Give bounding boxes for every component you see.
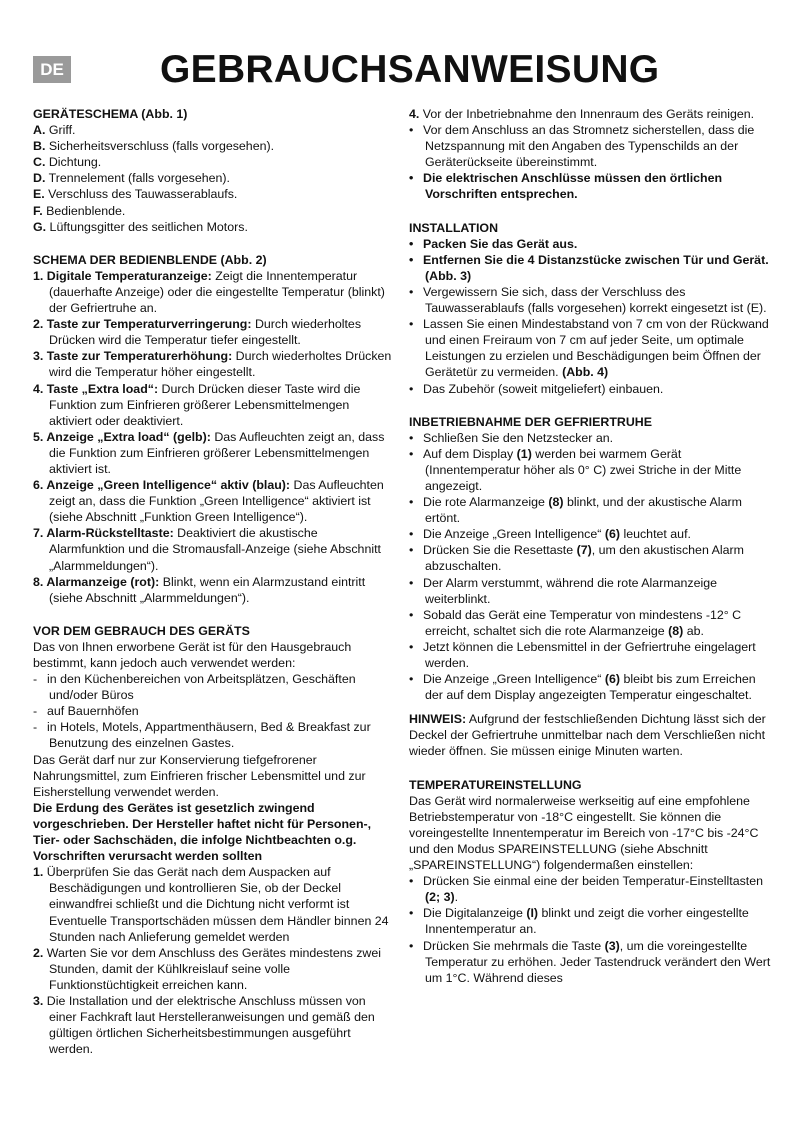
note-paragraph: HINWEIS: Aufgrund der festschließenden Dichtung lässt sich der Deckel der Gefriertruhe unmittelbar nach dem Verschließen nicht wieder öffnen. Sie müssen einige Minuten warten. bbox=[409, 712, 766, 759]
list-item: • Auf dem Display (1) werden bei warmem Gerät (Innentemperatur höher als 0° C) zwei Striche in der Mitte angezeigt. bbox=[409, 446, 742, 493]
vor-gebrauch-intro: Das von Ihnen erworbene Gerät ist für den Hausgebrauch bestimmt, kann jedoch auch verwendet werden: bbox=[33, 639, 352, 670]
list-item: • Packen Sie das Gerät aus. bbox=[409, 236, 578, 251]
list-item: 8. Alarmanzeige (rot): Blinkt, wenn ein Alarmzustand eintritt (siehe Abschnitt „Alarmmeldungen“). bbox=[33, 574, 366, 605]
list-item: E. Verschluss des Tauwasserablaufs. bbox=[33, 187, 238, 202]
list-item: 5. Anzeige „Extra load“ (gelb): Das Aufleuchten zeigt an, dass die Funktion zum Einfrieren größerer Lebensmittelmengen aktiviert ist. bbox=[33, 429, 385, 476]
vor-gebrauch-paragraph: Das Gerät darf nur zur Konservierung tiefgefrorener Nahrungsmittel, zum Einfrieren frischer Lebensmittel und zur Eisherstellung verwendet werden. bbox=[33, 752, 366, 799]
list-item: • Die Anzeige „Green Intelligence“ (6) leuchtet auf. bbox=[409, 527, 691, 542]
section-heading-bedienblende: SCHEMA DER BEDIENBLENDE (Abb. 2) bbox=[33, 252, 267, 267]
temperatur-intro: Das Gerät wird normalerweise werkseitig auf eine empfohlene Betriebstemperatur von -18°C eingestellt. Sie können die voreingestellte Innentemperatur im Bereich von -17°C bis -24°C und den Modus SPAREINSTELLUNG (siehe Abschnitt „SPAREINSTELLUNG“) folgendermaßen einstellen: bbox=[409, 793, 759, 873]
list-item: B. Sicherheitsverschluss (falls vorgesehen). bbox=[33, 139, 275, 154]
list-item: 1. Überprüfen Sie das Gerät nach dem Auspacken auf Beschädigungen und kontrollieren Sie, ob der Deckel einwandfrei schließt und die Dichtung nicht verformt ist Eventuelle Transportschäden müssen dem Händler binnen 24 Stunden nach Anlieferung gemeldet werden bbox=[33, 865, 389, 944]
list-item: • Entfernen Sie die 4 Distanzstücke zwischen Tür und Gerät. (Abb. 3) bbox=[409, 252, 769, 283]
list-item: D. Trennelement (falls vorgesehen). bbox=[33, 171, 230, 186]
language-badge: DE bbox=[33, 56, 71, 83]
list-item: 1. Digitale Temperaturanzeige: Zeigt die Innentemperatur (dauerhafte Anzeige) oder die eingestellte Temperatur (blinkt) der Gefriertruhe an. bbox=[33, 268, 385, 316]
bedienblende-list bbox=[33, 268, 395, 606]
list-item: A. Griff. bbox=[33, 123, 76, 138]
geraeteschema-list bbox=[33, 122, 395, 235]
list-item: F. Bedienblende. bbox=[33, 203, 126, 218]
section-heading-geraeteschema: GERÄTESCHEMA (Abb. 1) bbox=[33, 107, 188, 121]
list-item: • Die rote Alarmanzeige (8) blinkt, und der akustische Alarm ertönt. bbox=[409, 495, 742, 526]
right-column bbox=[409, 106, 775, 986]
list-item: • Die elektrischen Anschlüsse müssen den örtlichen Vorschriften entsprechen. bbox=[409, 171, 723, 202]
section-heading-vor-gebrauch: VOR DEM GEBRAUCH DES GERÄTS bbox=[33, 623, 250, 638]
list-item: 4. Vor der Inbetriebnahme den Innenraum des Geräts reinigen. bbox=[409, 107, 755, 121]
list-item: • Jetzt können die Lebensmittel in der Gefriertruhe eingelagert werden. bbox=[409, 639, 756, 670]
list-item: - in den Küchenbereichen von Arbeitsplätzen, Geschäften und/oder Büros bbox=[33, 672, 356, 703]
list-item: • Der Alarm verstummt, während die rote Alarmanzeige weiterblinkt. bbox=[409, 575, 718, 606]
list-item: 7. Alarm-Rückstelltaste: Deaktiviert die akustische Alarmfunktion und die Stromausfall-Anzeige (siehe Abschnitt „Alarmmeldungen“). bbox=[33, 526, 381, 573]
section-heading-inbetriebnahme: INBETRIEBNAHME DER GEFRIERTRUHE bbox=[409, 414, 653, 429]
list-item: • Lassen Sie einen Mindestabstand von 7 cm von der Rückwand und einen Freiraum von 7 cm auf jeder Seite, um optimale Leistungen zu erzielen und Beschädigungen beim Öffnen der Gerätetür zu vermeiden. (Abb. 4) bbox=[409, 317, 769, 380]
list-item: 2. Warten Sie vor dem Anschluss des Gerätes mindestens zwei Stunden, damit der Kühlkreislauf seine volle Funktionstüchtigkeit erreichen kann. bbox=[33, 945, 382, 992]
list-item: • Die Anzeige „Green Intelligence“ (6) bleibt bis zum Erreichen der auf dem Display angezeigten Temperatur eingeschaltet. bbox=[409, 672, 756, 703]
left-column bbox=[33, 106, 395, 1057]
section-heading-installation: INSTALLATION bbox=[409, 220, 499, 235]
list-item: • Sobald das Gerät eine Temperatur von mindestens -12° C erreicht, schaltet sich die rote Alarmanzeige (8) ab. bbox=[409, 607, 742, 638]
list-item: - auf Bauernhöfen bbox=[33, 704, 139, 719]
list-item: 4. Taste „Extra load“: Durch Drücken dieser Taste wird die Funktion zum Einfrieren größerer Lebensmittelmengen aktiviert oder deaktiviert. bbox=[33, 381, 361, 428]
list-item: 2. Taste zur Temperaturverringerung: Durch wiederholtes Drücken wird die Temperatur tiefer eingestellt. bbox=[33, 317, 362, 348]
list-item: • Schließen Sie den Netzstecker an. bbox=[409, 430, 614, 445]
section-heading-temperatur: TEMPERATUREINSTELLUNG bbox=[409, 777, 582, 792]
list-item: 6. Anzeige „Green Intelligence“ aktiv (blau): Das Aufleuchten zeigt an, dass die Funktion „Green Intelligence“ aktiviert ist (siehe Abschnitt „Funktion Green Intelligence“). bbox=[33, 478, 384, 525]
grounding-warning: Die Erdung des Gerätes ist gesetzlich zwingend vorgeschrieben. Der Hersteller haftet nicht für Personen-, Tier- oder Sachschäden, die infolge Nichtbeachten o.g. Vorschriften verursacht werden sollten bbox=[33, 800, 372, 864]
list-item: C. Dichtung. bbox=[33, 155, 102, 170]
list-item: 3. Die Installation und der elektrische Anschluss müssen von einer Fachkraft laut Herstelleranweisungen und gemäß den gültigen örtlichen Sicherheitsbestimmungen ausgeführt werden. bbox=[33, 993, 375, 1057]
list-item: • Drücken Sie die Resettaste (7), um den akustischen Alarm abzuschalten. bbox=[409, 543, 744, 574]
list-item: • Drücken Sie mehrmals die Taste (3), um die voreingestellte Temperatur zu erhöhen. Jeder Tastendruck verändert den Wert um 1°C. Während dieses bbox=[409, 938, 771, 985]
list-item: • Die Digitalanzeige (I) blinkt und zeigt die vorher eingestellte Innentemperatur an. bbox=[409, 906, 749, 937]
list-item: 3. Taste zur Temperaturerhöhung: Durch wiederholtes Drücken wird die Temperatur höher eingestellt. bbox=[33, 349, 392, 380]
list-item: - in Hotels, Motels, Appartmenthäusern, Bed & Breakfast zur Benutzung des einzelnen Gastes. bbox=[33, 720, 371, 751]
list-item: • Vor dem Anschluss an das Stromnetz sicherstellen, dass die Netzspannung mit den Angaben des Typenschilds an der Geräterückseite übereinstimmt. bbox=[409, 123, 755, 170]
list-item: • Vergewissern Sie sich, dass der Verschluss des Tauwasserablaufs (falls vorgesehen) korrekt eingesetzt ist (E). bbox=[409, 284, 767, 316]
list-item: • Drücken Sie einmal eine der beiden Temperatur-Einstelltasten (2; 3). bbox=[409, 874, 764, 905]
list-item: G. Lüftungsgitter des seitlichen Motors. bbox=[33, 219, 248, 234]
list-item: • Das Zubehör (soweit mitgeliefert) einbauen. bbox=[409, 381, 664, 396]
page-title: GEBRAUCHSANWEISUNG bbox=[160, 48, 660, 91]
